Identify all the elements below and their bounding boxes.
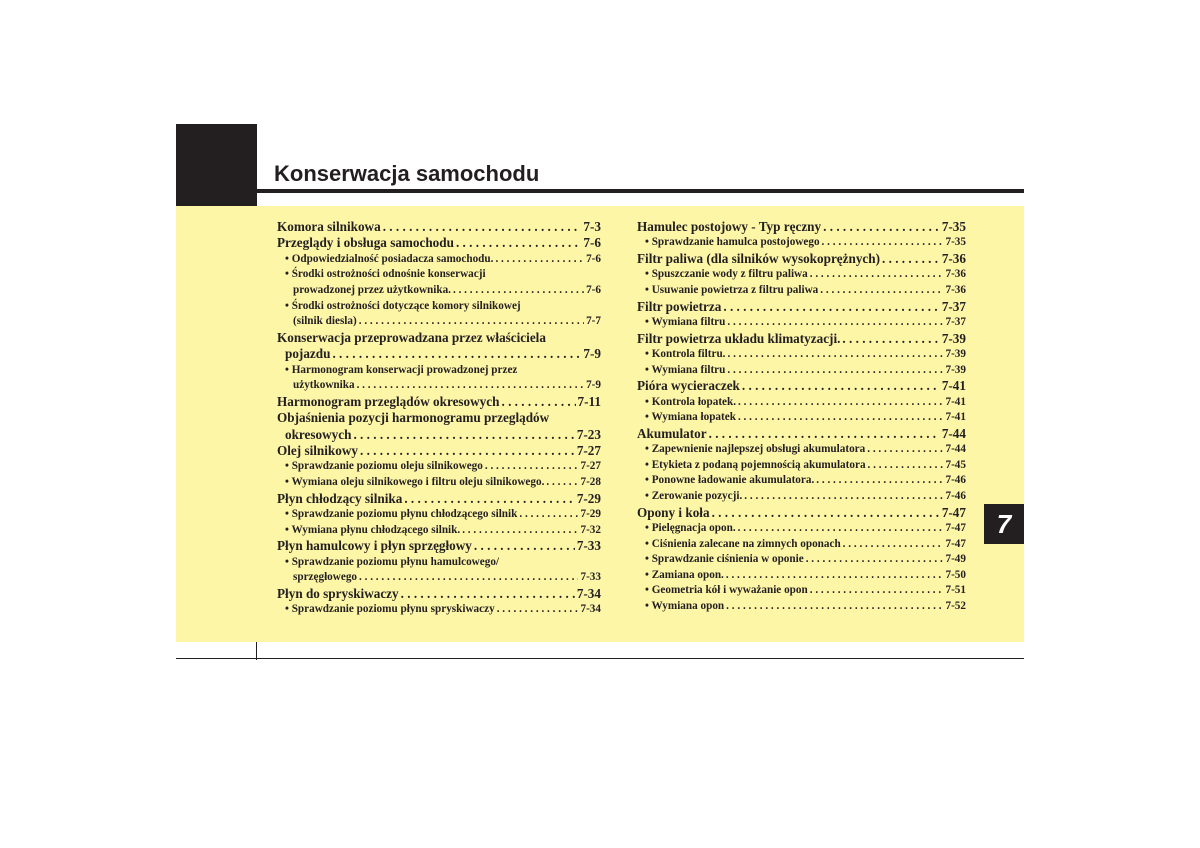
toc-page-number: 7-41 [945, 411, 966, 424]
toc-entry[interactable] [277, 491, 601, 507]
toc-column-left [277, 219, 601, 618]
toc-subentry[interactable] [637, 442, 966, 458]
toc-leader-dots [485, 459, 579, 475]
toc-leader-dots [744, 489, 943, 505]
toc-entry[interactable] [277, 586, 601, 602]
toc-page-number: 7-27 [576, 443, 601, 458]
toc-page-number: 7-49 [945, 553, 966, 566]
toc-page-number: 7-41 [941, 378, 966, 394]
toc-subentry[interactable] [277, 459, 601, 475]
toc-subentry[interactable] [637, 489, 966, 505]
toc-subentry[interactable] [637, 410, 966, 426]
toc-leader-dots [738, 410, 944, 426]
toc-entry-label: okresowych [285, 426, 352, 442]
toc-subentry[interactable] [637, 473, 966, 489]
toc-subentry[interactable] [277, 570, 601, 586]
toc-page-number: 7-3 [583, 219, 601, 234]
toc-page-number: 7-6 [583, 235, 601, 251]
toc-leader-dots [404, 491, 575, 507]
toc-entry-label: • Pielęgnacja opon. [645, 521, 736, 534]
toc-subentry[interactable] [637, 521, 966, 537]
toc-subentry[interactable] [637, 552, 966, 568]
toc-entry[interactable] [637, 299, 966, 315]
toc-page-number: 7-32 [580, 523, 601, 536]
toc-entry[interactable] [277, 219, 601, 235]
toc-page-number: 7-46 [945, 474, 966, 487]
toc-subentry[interactable] [277, 523, 601, 539]
toc-entry-label: sprzęgłowego [293, 571, 358, 584]
toc-leader-dots [495, 252, 584, 268]
toc-subentry[interactable] [637, 458, 966, 474]
toc-subentry[interactable] [277, 602, 601, 618]
toc-entry-label: • Wymiana filtru [645, 363, 726, 376]
toc-entry-label: Filtr powietrza [637, 298, 722, 314]
toc-page-number: 7-36 [941, 251, 966, 266]
toc-page-number: 7-35 [941, 219, 966, 234]
toc-subentry[interactable] [277, 283, 601, 299]
toc-entry-label: • Ponowne ładowanie akumulatora. [645, 474, 815, 487]
toc-page-number: 7-34 [576, 585, 601, 601]
toc-leader-dots [738, 521, 944, 537]
toc-entry[interactable] [277, 443, 601, 459]
chapter-black-tab [176, 124, 257, 206]
toc-page-number: 7-35 [945, 236, 966, 249]
toc-entry-label: • Zamiana opon. [645, 568, 724, 581]
toc-page-number: 7-6 [586, 252, 601, 265]
toc-leader-dots [353, 427, 574, 443]
toc-leader-dots [332, 346, 581, 362]
toc-entry-label: • Kontrola filtru. [645, 348, 726, 360]
toc-leader-dots [359, 570, 578, 586]
toc-page-number: 7-50 [945, 568, 966, 581]
toc-entry-label: Filtr powietrza układu klimatyzacji. [637, 330, 841, 346]
toc-page-number: 7-41 [945, 395, 966, 408]
toc-page-number: 7-47 [945, 537, 966, 550]
toc-entry-label: • Sprawdzanie poziomu oleju silnikowego [285, 460, 483, 473]
toc-leader-dots [546, 475, 578, 491]
toc-page-number: 7-33 [580, 571, 601, 584]
toc-leader-dots [816, 473, 943, 489]
toc-leader-dots [868, 458, 944, 474]
toc-entry-label: Harmonogram przeglądów okresowych [277, 393, 500, 409]
toc-entry[interactable] [277, 538, 601, 554]
toc-entry-label: • Spuszczanie wody z filtru paliwa [645, 268, 808, 281]
toc-entry[interactable] [277, 427, 601, 443]
toc-entry[interactable] [277, 346, 601, 362]
toc-entry[interactable] [637, 331, 966, 347]
toc-entry-label: • Ciśnienia zalecane na zimnych oponach [645, 537, 841, 550]
toc-entry-label: • Wymiana płynu chłodzącego silnik. [285, 523, 461, 536]
toc-entry-label: • Sprawdzanie poziomu płynu spryskiwaczy [285, 603, 495, 616]
toc-page-number: 7-52 [945, 599, 966, 612]
toc-entry-label: (silnik diesla) [293, 315, 357, 328]
toc-entry[interactable] [637, 251, 966, 267]
toc-page-number: 7-37 [945, 316, 966, 328]
toc-subentry-first-line[interactable]: • Środki ostrożności dotyczące komory silnikowej [285, 299, 521, 312]
toc-subentry[interactable] [277, 378, 601, 394]
toc-entry-label: • Odpowiedzialność posiadacza samochodu. [285, 252, 494, 265]
toc-leader-dots [843, 537, 944, 553]
toc-page-number: 7-6 [586, 284, 601, 296]
toc-subentry[interactable] [637, 568, 966, 584]
toc-entry-label: Filtr paliwa (dla silników wysokoprężnych) [637, 251, 881, 266]
toc-entry-label: • Wymiana łopatek [645, 411, 736, 424]
toc-subentry[interactable] [637, 537, 966, 553]
toc-subentry[interactable] [637, 267, 966, 283]
toc-subentry[interactable] [637, 315, 966, 331]
toc-leader-dots [738, 395, 943, 411]
toc-leader-dots [453, 283, 584, 299]
toc-leader-dots [359, 314, 584, 330]
toc-entry-label: • Zapewnienie najlepszej obsługi akumulatora [645, 443, 866, 456]
toc-page-number: 7-34 [580, 603, 601, 616]
toc-leader-dots [456, 235, 581, 251]
toc-entry[interactable] [277, 394, 601, 410]
toc-subentry[interactable] [637, 395, 966, 411]
toc-entry[interactable] [637, 219, 966, 235]
toc-entry-label: • Usuwanie powietrza z filtru paliwa [645, 284, 819, 296]
toc-leader-dots [727, 347, 943, 363]
toc-subentry[interactable] [637, 235, 966, 251]
toc-entry-label: Płyn chłodzący silnika [277, 490, 403, 506]
toc-entry-label: Olej silnikowy [277, 443, 358, 458]
toc-subentry[interactable] [277, 252, 601, 268]
toc-page-number: 7-29 [576, 490, 601, 506]
toc-subentry-first-line[interactable]: • Środki ostrożności odnośnie konserwacji [285, 268, 486, 281]
toc-page-number: 7-39 [945, 363, 966, 376]
toc-page-number: 7-45 [945, 458, 966, 471]
toc-page-number: 7-51 [945, 584, 966, 597]
toc-leader-dots [727, 315, 943, 331]
toc-leader-dots [822, 235, 944, 251]
toc-subentry-first-line[interactable]: • Harmonogram konserwacji prowadzonej przez [285, 363, 518, 376]
toc-leader-dots [726, 599, 943, 615]
toc-subentry[interactable] [277, 314, 601, 330]
toc-entry-first-line[interactable]: Objaśnienia pozycji harmonogramu przeglądów [277, 410, 550, 426]
toc-entry-label: • Kontrola łopatek. [645, 395, 737, 408]
toc-leader-dots [842, 331, 939, 347]
toc-entry-label: • Sprawdzanie hamulca postojowego [645, 236, 820, 249]
toc-entry-label: Opony i koła [637, 504, 710, 520]
toc-entry-label: • Sprawdzanie ciśnienia w oponie [645, 553, 804, 566]
toc-page-number: 7-44 [941, 425, 966, 441]
toc-subentry[interactable] [637, 283, 966, 299]
toc-column-right [637, 219, 966, 615]
toc-leader-dots [357, 378, 585, 394]
toc-entry-first-line[interactable]: Konserwacja przeprowadzana przez właściciela [277, 329, 546, 345]
toc-leader-dots [726, 568, 944, 584]
toc-leader-dots [882, 251, 940, 267]
toc-entry-label: Przeglądy i obsługa samochodu [277, 235, 454, 251]
toc-page-number: 7-9 [583, 346, 601, 362]
toc-leader-dots [709, 426, 940, 442]
toc-page-number: 7-37 [941, 298, 966, 314]
toc-subentry[interactable] [277, 507, 601, 523]
toc-page-number: 7-23 [576, 426, 601, 442]
toc-entry[interactable] [637, 426, 966, 442]
toc-entry-label: • Zerowanie pozycji. [645, 489, 743, 502]
toc-entry-label: • Wymiana oleju silnikowego i filtru oleju silnikowego. [285, 476, 545, 488]
toc-leader-dots [742, 378, 940, 394]
toc-entry-label: pojazdu [285, 346, 331, 362]
toc-page-number: 7-44 [945, 443, 966, 456]
toc-leader-dots [723, 299, 939, 315]
toc-leader-dots [401, 586, 575, 602]
toc-entry[interactable] [637, 505, 966, 521]
toc-leader-dots [519, 507, 578, 523]
toc-entry-label: • Wymiana filtru [645, 316, 726, 328]
toc-leader-dots [823, 219, 940, 235]
toc-leader-dots [810, 267, 944, 283]
toc-subentry[interactable] [277, 475, 601, 491]
toc-subentry[interactable] [637, 599, 966, 615]
toc-subentry[interactable] [637, 583, 966, 599]
toc-page-number: 7-28 [580, 476, 601, 488]
toc-page-number: 7-11 [577, 393, 601, 409]
toc-entry-label: Płyn hamulcowy i płyn sprzęgłowy [277, 538, 472, 554]
toc-leader-dots [712, 505, 940, 521]
toc-page-number: 7-39 [945, 348, 966, 360]
toc-entry-label: Akumulator [637, 425, 707, 441]
toc-leader-dots [501, 394, 575, 410]
toc-leader-dots [820, 283, 943, 299]
toc-leader-dots [383, 219, 582, 235]
toc-entry[interactable] [637, 378, 966, 394]
toc-leader-dots [727, 363, 943, 379]
toc-subentry-first-line[interactable]: • Sprawdzanie poziomu płynu hamulcowego/ [285, 555, 500, 568]
toc-page-number: 7-36 [945, 284, 966, 296]
toc-page-number: 7-46 [945, 489, 966, 502]
toc-entry-label: • Wymiana opon [645, 599, 725, 612]
toc-subentry[interactable] [637, 347, 966, 363]
toc-entry-label: prowadzonej przez użytkownika. [293, 284, 451, 296]
toc-leader-dots [462, 523, 578, 539]
toc-page-number: 7-27 [580, 460, 601, 473]
toc-entry-label: użytkownika [293, 379, 355, 392]
toc-leader-dots [360, 443, 575, 459]
toc-subentry[interactable] [637, 363, 966, 379]
toc-page-number: 7-33 [576, 538, 601, 554]
toc-page-number: 7-7 [586, 315, 601, 328]
toc-page-number: 7-39 [941, 330, 966, 346]
toc-page-number: 7-29 [580, 508, 601, 520]
toc-page-number: 7-47 [945, 521, 966, 534]
bottom-rule [176, 658, 1024, 659]
toc-entry-label: Płyn do spryskiwaczy [277, 585, 399, 601]
toc-entry-label: • Etykieta z podaną pojemnością akumulatora [645, 458, 866, 471]
toc-page-number: 7-9 [586, 379, 601, 392]
page-title: Konserwacja samochodu [274, 161, 540, 186]
toc-page-number: 7-36 [945, 268, 966, 281]
toc-page-number: 7-47 [941, 504, 966, 520]
title-underline [257, 189, 1024, 193]
toc-leader-dots [474, 538, 575, 554]
toc-entry-label: • Sprawdzanie poziomu płynu chłodzącego silnik [285, 508, 518, 520]
toc-leader-dots [806, 552, 944, 568]
toc-entry-label: Hamulec postojowy - Typ ręczny [637, 219, 822, 234]
toc-entry-label: Komora silnikowa [277, 219, 381, 234]
toc-leader-dots [497, 602, 579, 618]
toc-entry[interactable] [277, 235, 601, 251]
toc-entry-label: • Geometria kół i wyważanie opon [645, 584, 808, 597]
toc-leader-dots [810, 583, 944, 599]
toc-leader-dots [867, 442, 943, 458]
toc-entry-label: Pióra wycieraczek [637, 378, 740, 394]
chapter-number-badge: 7 [984, 504, 1024, 544]
